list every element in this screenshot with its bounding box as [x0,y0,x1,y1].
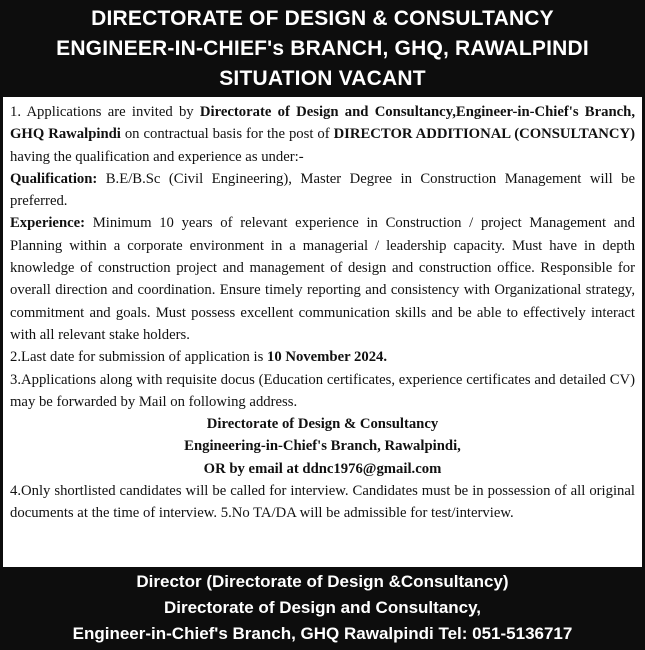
header-situation-vacant: SITUATION VACANT [219,67,426,90]
intro-middle: on contractual basis for the post of [120,126,334,143]
header-title-line: DIRECTORATE OF DESIGN & CONSULTANCY [91,7,554,30]
notes-paragraph: 4.Only shortlisted candidates will be called for interview. Candidates must be in possession of all original documents at the time of interview. 5.No TA/DA will be admissible for test/interview. [10,483,635,522]
experience-paragraph [10,212,635,346]
address-email-line: OR by email at ddnc1976@gmail.com [203,460,442,477]
footer-contact-line: Engineer-in-Chief's Branch, GHQ Rawalpindi Tel: 051-5136717 [72,624,573,643]
intro-organization: Directorate of Design and Consultancy,Engineer-in-Chief's Branch, GHQ Rawalpindi [10,104,635,143]
qualification-paragraph [10,168,635,213]
deadline-prefix: 2.Last date for submission of application is [10,349,267,366]
footer-director-line: Director (Directorate of Design &Consultancy) [136,572,509,591]
header-branch-line: ENGINEER-IN-CHIEF's BRANCH, GHQ, RAWALPINDI [56,37,589,60]
address-line-2: Engineering-in-Chief's Branch, Rawalpindi, [184,438,461,455]
deadline-date: 10 November 2024. [267,349,388,366]
qualification-text: B.E/B.Sc (Civil Engineering), Master Degree in Construction Management will be preferred. [10,170,635,210]
ad-footer [0,567,645,650]
ad-body [0,97,645,567]
intro-post-title: DIRECTOR ADDITIONAL (CONSULTANCY) [333,126,636,143]
address-line-1: Directorate of Design & Consultancy [206,416,439,433]
intro-paragraph [10,101,635,168]
experience-text: Minimum 10 years of relevant experience in Construction / project Management and Planning within a corporate environment in a managerial / leadership capacity. Must have in depth knowledge of construction project and management of design and construction office. Responsible for overall direction and coordination. Ensure timely reporting and consistency with Organizational strategy, commitment and goals. Must possess excellent communication skills and be able to effectively interact with all relevant stake holders. [10,215,635,343]
qualification-label: Qualification: [10,170,98,187]
deadline-paragraph [10,346,635,368]
intro-suffix: having the qualification and experience as under:- [10,148,304,165]
intro-prefix: 1. Applications are invited by [10,104,200,120]
experience-label: Experience: [10,215,86,232]
ad-header [0,0,645,97]
footer-directorate-line: Directorate of Design and Consultancy, [163,598,482,617]
submission-paragraph: 3.Applications along with requisite docus (Education certificates, experience certificates and detailed CV) may be forwarded by Mail on following address. [10,371,635,410]
